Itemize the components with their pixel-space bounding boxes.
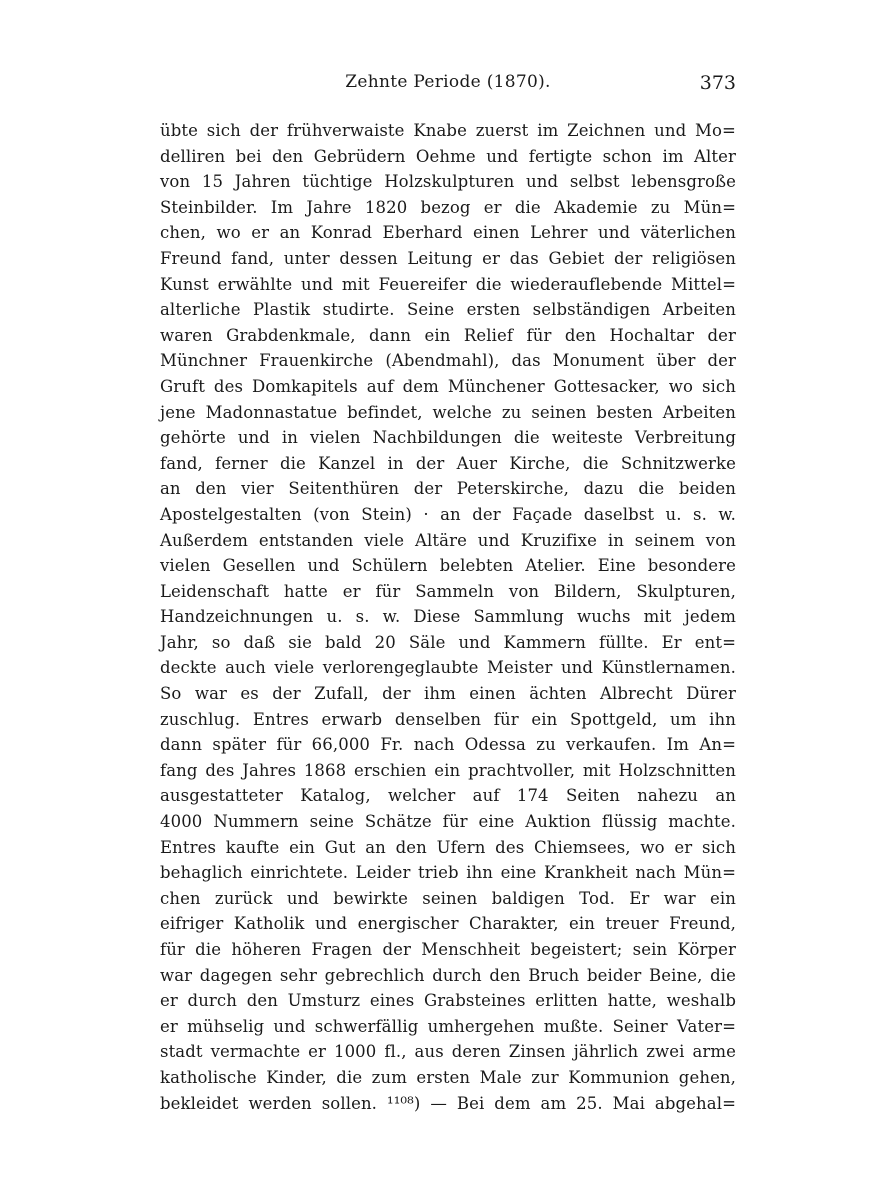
running-title: Zehnte Periode (1870). [345,72,551,92]
text-line: von 15 Jahren tüchtige Holzskulpturen und selbst lebensgroße [160,172,736,192]
text-line: vielen Gesellen und Schülern belebten Atelier. Eine besondere [160,556,736,576]
text-line: Außerdem entstanden viele Altäre und Kruzifixe in seinem von [160,530,736,550]
text-line: jene Madonnastatue befindet, welche zu seinen besten Arbeiten [160,402,736,422]
text-line: So war es der Zufall, der ihm einen ächten Albrecht Dürer [160,684,736,704]
text-line: Leidenschaft hatte er für Sammeln von Bildern, Skulpturen, [160,581,736,601]
text-line: er mühselig und schwerfällig umhergehen mußte. Seiner Vater= [160,1016,736,1036]
text-line: alterliche Plastik studirte. Seine ersten selbständigen Arbeiten [160,300,736,320]
text-line: delliren bei den Gebrüdern Oehme und fertigte schon im Alter [160,146,736,166]
text-line: Entres kaufte ein Gut an den Ufern des Chiemsees, wo er sich [160,837,736,857]
text-line: 4000 Nummern seine Schätze für eine Auktion flüssig machte. [160,812,736,832]
text-line: fang des Jahres 1868 erschien ein prachtvoller, mit Holzschnitten [160,760,736,780]
text-line: behaglich einrichtete. Leider trieb ihn eine Krankheit nach Mün= [160,863,736,883]
text-line: er durch den Umsturz eines Grabsteines erlitten hatte, weshalb [160,991,736,1011]
running-header [160,72,736,102]
text-line: chen, wo er an Konrad Eberhard einen Lehrer und väterlichen [160,223,736,243]
text-line: übte sich der frühverwaiste Knabe zuerst im Zeichnen und Mo= [160,121,736,140]
text-line: chen zurück und bewirkte seinen baldigen Tod. Er war ein [160,888,736,908]
text-line: Handzeichnungen u. s. w. Diese Sammlung wuchs mit jedem [160,607,736,627]
text-line: war dagegen sehr gebrechlich durch den Bruch beider Beine, die [160,965,736,985]
text-line: ausgestatteter Katalog, welcher auf 174 Seiten nahezu an [160,786,736,806]
text-line: fand, ferner die Kanzel in der Auer Kirche, die Schnitzwerke [160,453,736,473]
text-line: Freund fand, unter dessen Leitung er das Gebiet der religiösen [160,248,736,268]
text-line: stadt vermachte er 1000 fl., aus deren Zinsen jährlich zwei arme [160,1042,736,1062]
text-line: Gruft des Domkapitels auf dem Münchener Gottesacker, wo sich [160,376,736,396]
text-line: bekleidet werden sollen. ¹¹⁰⁸) — Bei dem am 25. Mai abgehal= [160,1093,736,1113]
body-text [160,118,736,1116]
page-number: 373 [699,72,736,94]
text-line: deckte auch viele verlorengeglaubte Meister und Künstlernamen. [160,658,736,678]
text-line: zuschlug. Entres erwarb denselben für ein Spottgeld, um ihn [160,709,736,729]
text-line: Kunst erwählte und mit Feuereifer die wiederauflebende Mittel= [160,274,736,294]
text-line: katholische Kinder, die zum ersten Male zur Kommunion gehen, [160,1067,736,1087]
text-line: Steinbilder. Im Jahre 1820 bezog er die Akademie zu Mün= [160,197,736,217]
text-line: Apostelgestalten (von Stein) · an der Façade daselbst u. s. w. [160,504,736,524]
text-line: gehörte und in vielen Nachbildungen die weiteste Verbreitung [160,428,736,448]
text-line: waren Grabdenkmale, dann ein Relief für den Hochaltar der [160,325,736,345]
text-line: Jahr, so daß sie bald 20 Säle und Kammern füllte. Er ent= [160,632,736,652]
text-line: Münchner Frauenkirche (Abendmahl), das Monument über der [160,351,736,371]
text-line: für die höheren Fragen der Menschheit begeistert; sein Körper [160,940,736,959]
text-line: an den vier Seitenthüren der Peterskirche, dazu die beiden [160,479,736,499]
text-line: dann später für 66,000 Fr. nach Odessa zu verkaufen. Im An= [160,735,736,755]
text-line: eifriger Katholik und energischer Charakter, ein treuer Freund, [160,914,736,934]
